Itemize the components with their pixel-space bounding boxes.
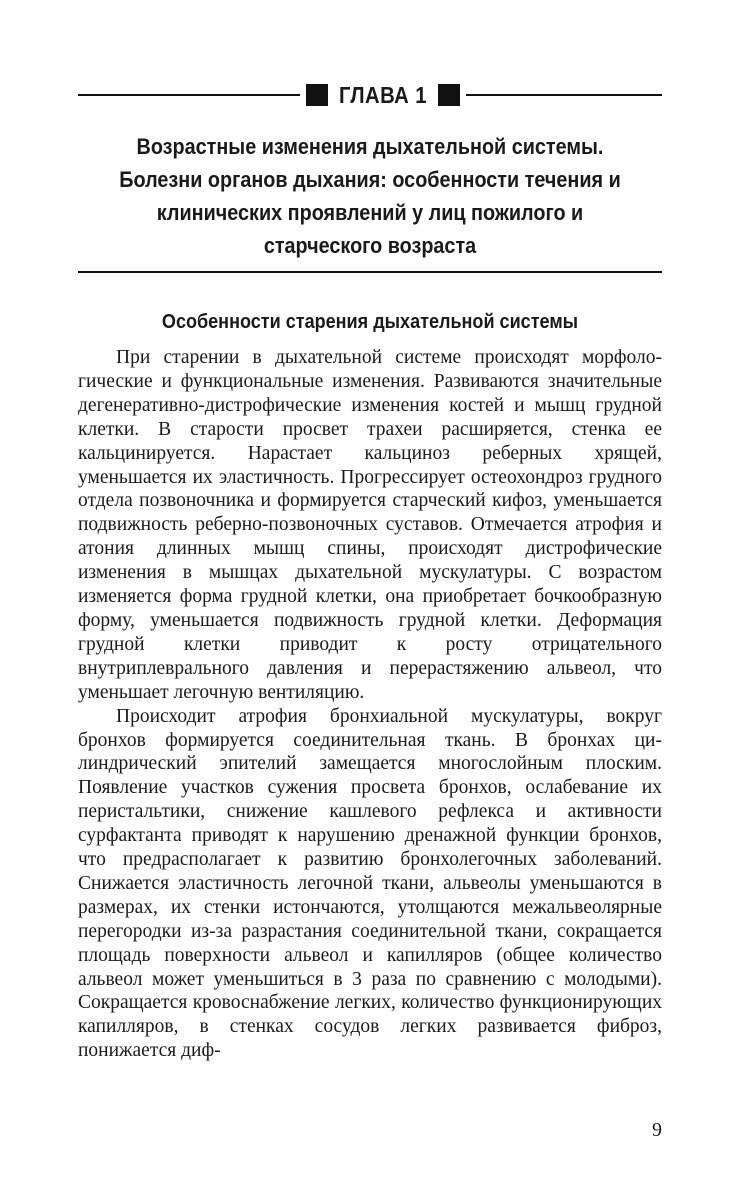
paragraph-2: Происходит атрофия бронхиальной мускулатуры, вокруг бронхов формируется соединительная ткань. В бронхах цилиндрический эпителий замещается многослойным плоским. Появление участков сужения просвета бронхов, ослабевание их перистальтики, снижение кашлевого рефлекса и активности сурфактанта приводят к нарушению дренажной функции бронхов, что предрасполагает к развитию бронхолегочных заболеваний. Снижается эластичность легочной ткани, альвеолы уменьшаются в размерах, их стенки истончаются, утолщаются межальвеолярные перегородки из-за разрастания соединительной ткани, сокращается площадь поверхности альвеол и капилляров (общее количество альвеол может уменьшиться в 3 раза по сравнению с молодыми). Сокращается кровоснабжение легких, количество функционирующих капилляров, в стенках сосудов легких развивается фиброз, понижается диф-	[78, 705, 662, 1062]
page-number: 9	[652, 1119, 662, 1141]
section-heading: Особенности старения дыхательной системы	[161, 310, 579, 333]
title-divider	[78, 271, 662, 273]
chapter-header	[78, 80, 662, 110]
chapter-label: ГЛАВА 1	[339, 82, 427, 108]
chapter-square-right	[438, 84, 460, 106]
paragraph-1: При старении в дыхательной системе происходят морфологические и функциональные изменения. Развиваются значительные дегенеративно-дистрофические изменения костей и мышц грудной клетки. В старости просвет трахеи расширяется, стенка ее кальцинируется. Нарастает кальциноз реберных хрящей, уменьшается их эластичность. Прогрессирует остеохондроз грудного отдела позвоночника и формируется старческий кифоз, уменьшается подвижность реберно-позвоночных суставов. Отмечается атрофия и атония длинных мышц спины, происходят дистрофические изменения в мышцах дыхательной мускулатуры. С возрастом изменяется форма грудной клетки, она приобретает бочкообразную форму, уменьшается подвижность грудной клетки. Деформация грудной клетки приводит к росту отрицательного внутриплеврального давления и перерастяжению альвеол, что уменьшает легочную вентиляцию.	[78, 347, 662, 703]
chapter-rule-left	[78, 94, 300, 96]
chapter-square-left	[306, 84, 328, 106]
chapter-title: Возрастные изменения дыхательной системы. Болезни органов дыхания: особенности течения и клинических проявлений у лиц пожилого и старческого возраста	[119, 134, 621, 258]
body-text	[78, 346, 662, 1063]
chapter-rule-right	[466, 94, 662, 96]
